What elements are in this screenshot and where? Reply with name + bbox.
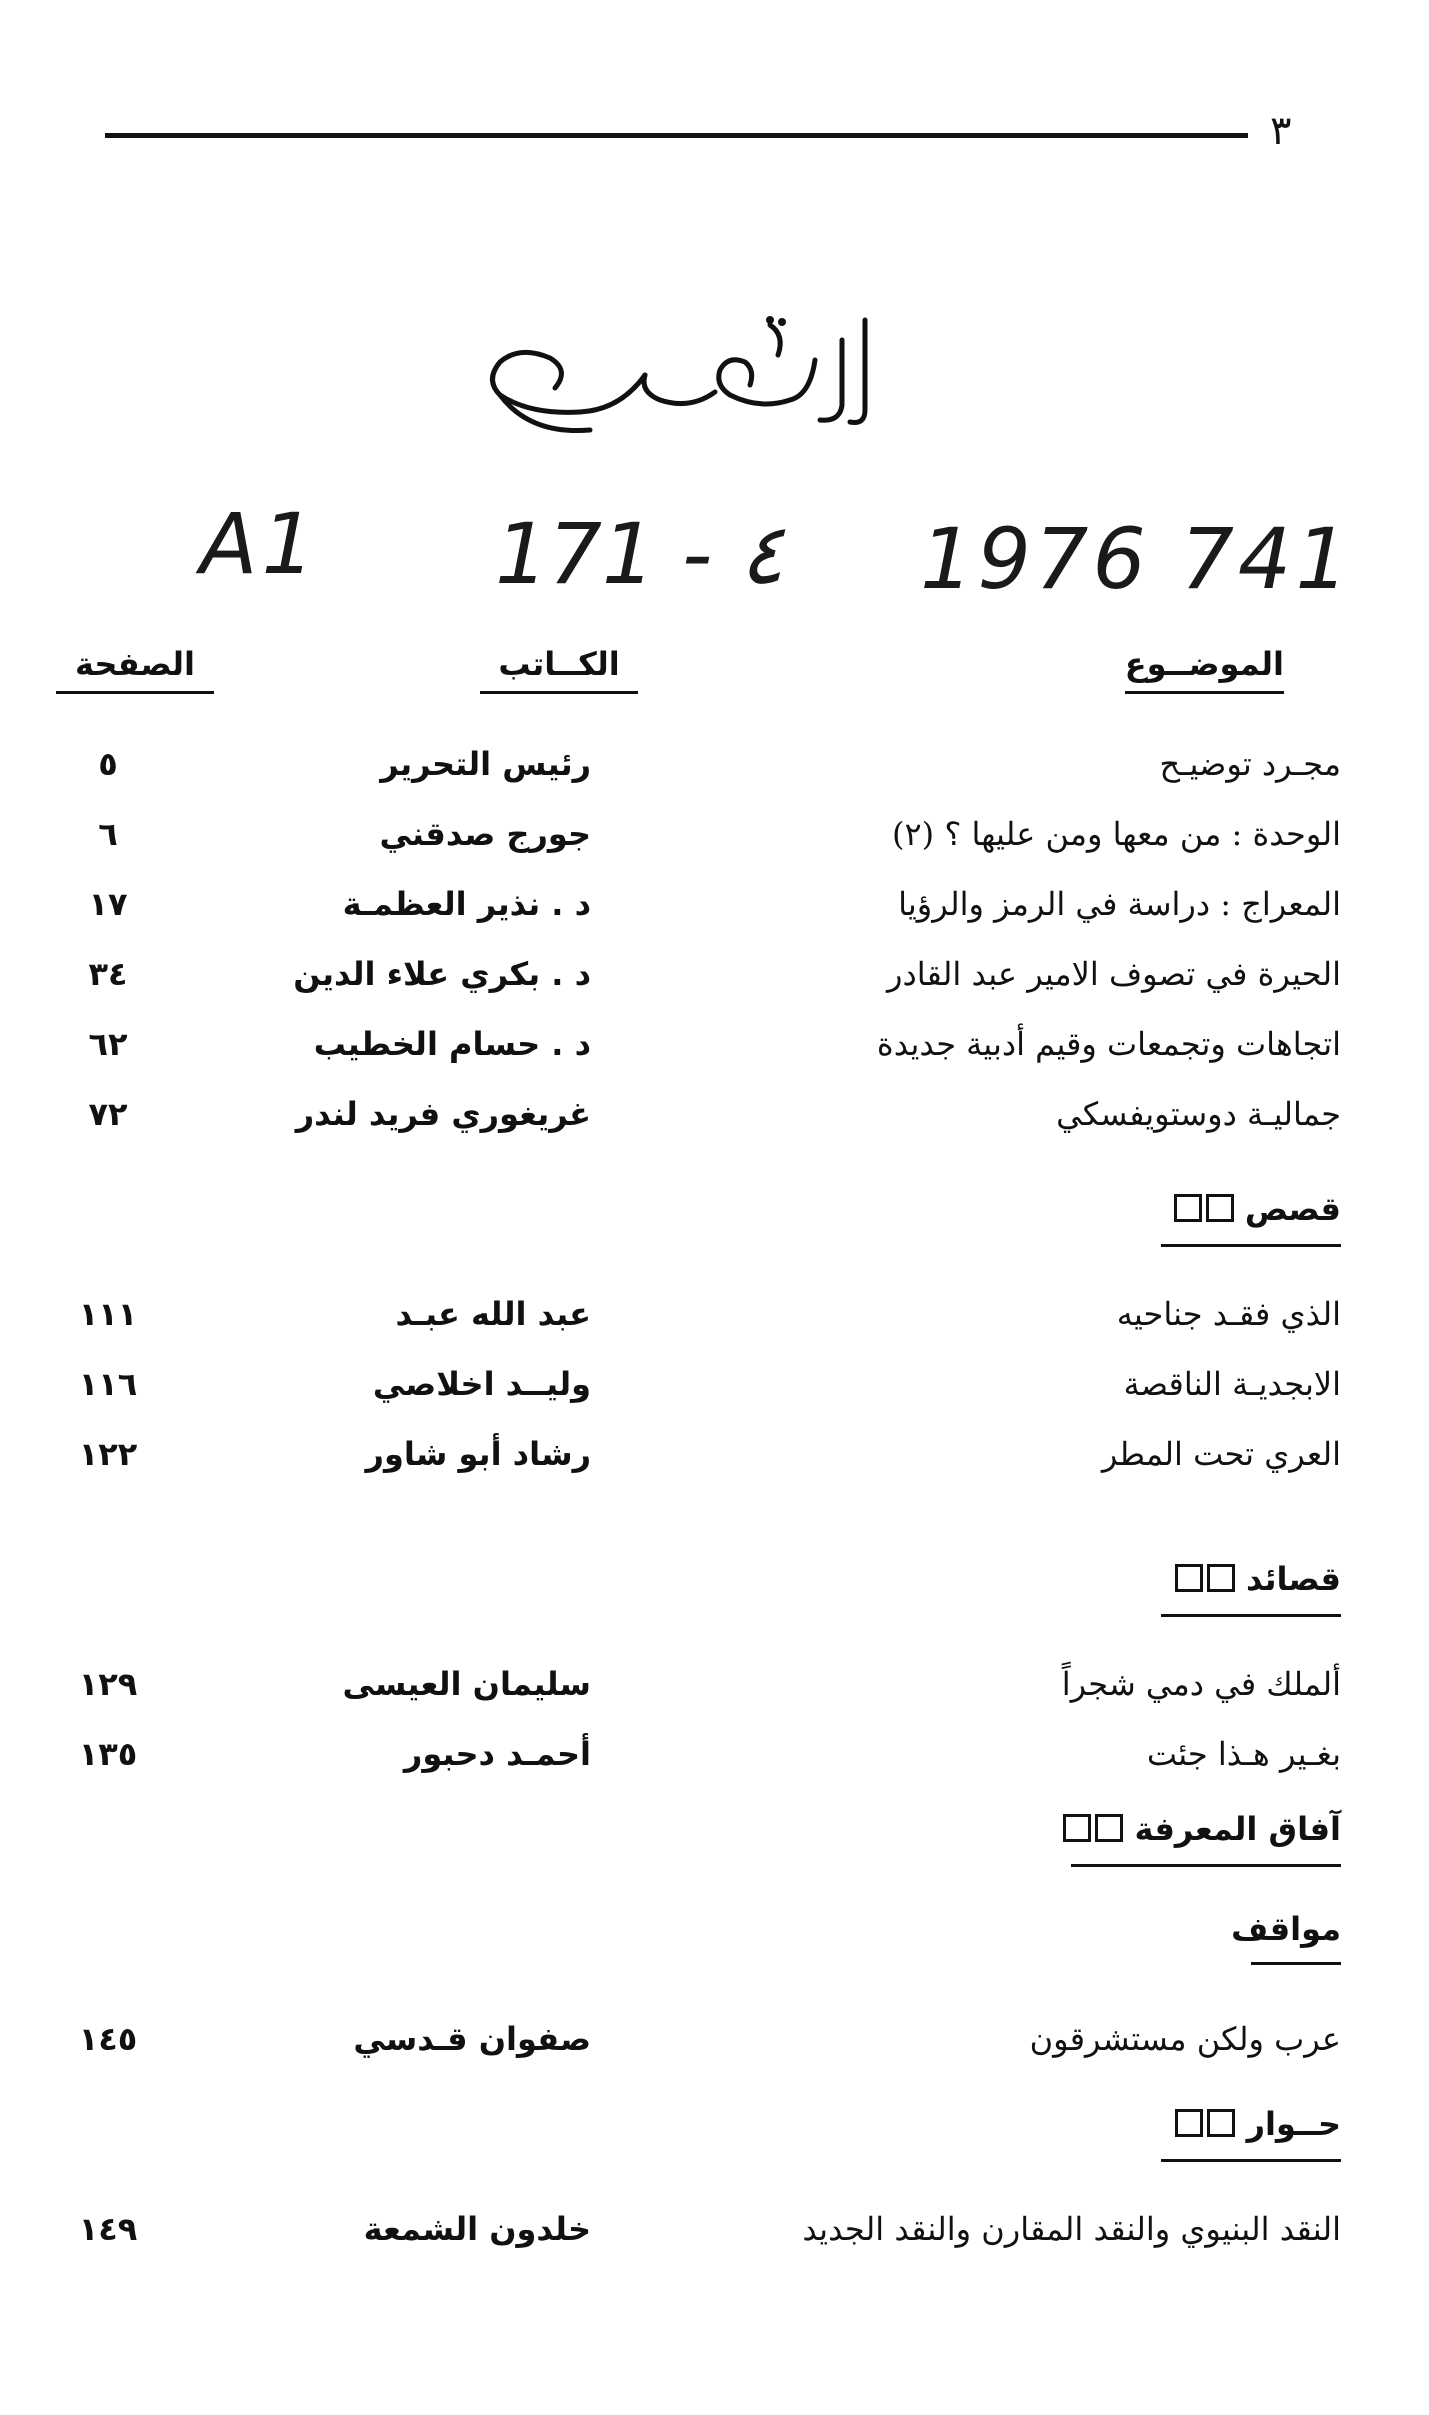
toc-topic: اتجاهات وتجمعات وقيم أدبية جديدة: [876, 1025, 1341, 1063]
page-title: [470, 300, 890, 454]
toc-author: غريغوري فريد لندر: [295, 1095, 591, 1133]
toc-row: [0, 745, 1429, 795]
toc-author: جورج صدقني: [379, 815, 591, 853]
toc-page: ٣٤: [88, 955, 128, 993]
toc-row: [0, 1095, 1429, 1145]
toc-author: د . بكري علاء الدين: [293, 955, 591, 993]
toc-page: ٧٢: [88, 1095, 128, 1133]
toc-row: [0, 815, 1429, 865]
toc-author: د . حسام الخطيب: [313, 1025, 591, 1063]
toc-topic: عرب ولكن مستشرقون: [1029, 2020, 1341, 2058]
toc-row: [0, 1295, 1429, 1345]
double-square-icon: [1170, 1192, 1234, 1230]
toc-topic: مجـرد توضيـح: [1159, 745, 1341, 783]
toc-row: [0, 1665, 1429, 1715]
handwritten-a1: A1: [200, 495, 319, 593]
toc-author: سليمان العيسى: [342, 1665, 591, 1703]
toc-author: رشاد أبو شاور: [365, 1435, 591, 1473]
toc-row: [0, 1365, 1429, 1415]
toc-row: [0, 885, 1429, 935]
toc-topic: الذي فقـد جناحيه: [1116, 1295, 1341, 1333]
toc-topic: المعراج : دراسة في الرمز والرؤيا: [898, 885, 1341, 923]
toc-topic: الابجديـة الناقصة: [1123, 1365, 1341, 1403]
section-positions: [1231, 1910, 1341, 1965]
toc-page: ٦٢: [88, 1025, 128, 1063]
section-label: مواقف: [1231, 1910, 1341, 1948]
toc-author: صفوان قـدسي: [353, 2020, 591, 2058]
section-label: قصائد: [1246, 1560, 1341, 1598]
section-label: حــوار: [1246, 2105, 1341, 2143]
toc-row: [0, 1435, 1429, 1485]
toc-row: [0, 2210, 1429, 2260]
header-topic: الموضــوع: [1125, 645, 1284, 694]
toc-page: ١٧: [88, 885, 128, 923]
toc-row: [0, 955, 1429, 1005]
section-poems: [1161, 1560, 1341, 1617]
toc-topic: الحيرة في تصوف الامير عبد القادر: [887, 955, 1341, 993]
toc-topic: جماليـة دوستويفسكي: [1056, 1095, 1341, 1133]
top-rule: [105, 133, 1248, 138]
toc-topic: النقد البنيوي والنقد المقارن والنقد الجديد: [802, 2210, 1341, 2248]
toc-page: ١٤٩: [78, 2210, 138, 2248]
toc-topic: العري تحت المطر: [1101, 1435, 1341, 1473]
calligraphy-title-graphic: [470, 300, 890, 450]
toc-page: ١٢٩: [78, 1665, 138, 1703]
page-number: ٣: [1270, 108, 1292, 154]
toc-page: ١١٦: [78, 1365, 138, 1403]
toc-page: ١٣٥: [78, 1735, 138, 1773]
handwritten-year: 1976 741: [920, 510, 1353, 608]
section-dialogue: [1161, 2105, 1341, 2162]
toc-page: ٥: [98, 745, 118, 783]
toc-row: [0, 2020, 1429, 2070]
double-square-icon: [1171, 2107, 1235, 2145]
section-stories: [1161, 1190, 1341, 1247]
toc-page: ١١١: [78, 1295, 138, 1333]
toc-row: [0, 1735, 1429, 1785]
section-label: قصص: [1244, 1190, 1341, 1228]
section-horizons: [1071, 1810, 1341, 1867]
double-square-icon: [1059, 1812, 1123, 1850]
toc-author: وليــد اخلاصي: [372, 1365, 591, 1403]
toc-author: رئيس التحرير: [380, 745, 591, 783]
toc-author: عبد الله عبـد: [395, 1295, 591, 1333]
handwritten-number: 171 - ٤: [495, 505, 785, 603]
double-square-icon: [1171, 1562, 1235, 1600]
toc-page: ١٤٥: [78, 2020, 138, 2058]
toc-author: أحمـد دحبور: [403, 1735, 591, 1773]
header-author: الكــاتب: [480, 645, 638, 694]
toc-topic: ألملك في دمي شجراً: [1061, 1665, 1341, 1703]
toc-row: [0, 1025, 1429, 1075]
toc-topic: الوحدة : من معها ومن عليها ؟ (٢): [891, 815, 1341, 853]
toc-topic: بغـير هـذا جئت: [1146, 1735, 1341, 1773]
header-page: الصفحة: [56, 645, 214, 694]
toc-page: ٦: [98, 815, 118, 853]
section-label: آفاق المعرفة: [1134, 1810, 1341, 1848]
toc-author: خلدون الشمعة: [363, 2210, 591, 2248]
toc-author: د . نذير العظمـة: [342, 885, 591, 923]
toc-page: ١٢٢: [78, 1435, 138, 1473]
